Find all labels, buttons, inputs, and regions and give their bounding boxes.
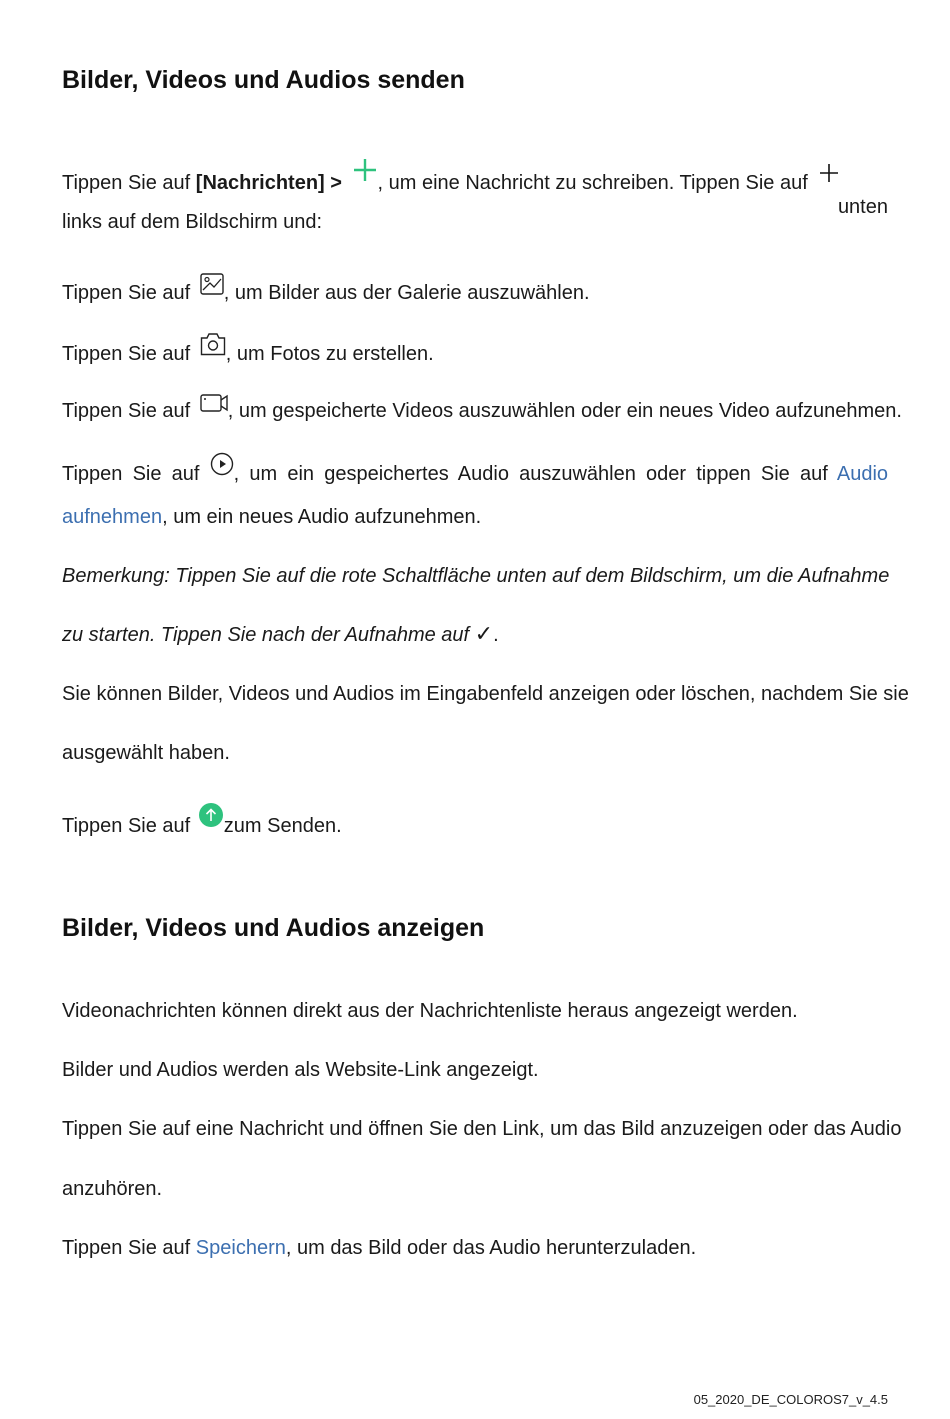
paragraph-open-link-2: anzuhören. [62, 1178, 163, 1200]
save-link[interactable]: Speichern [195, 1237, 286, 1259]
paragraph-compose: Tippen Sie auf [Nachrichten] > , um eine Nachricht zu schreiben. Tippen Sie auf unten [62, 157, 888, 219]
video-camera-icon [200, 393, 228, 413]
note-line-2: zu starten. Tippen Sie nach der Aufnahme auf ✓. [62, 622, 499, 647]
paragraph-save: Tippen Sie auf Speichern, um das Bild oder das Audio herunterzuladen. [62, 1237, 697, 1259]
send-arrow-up-icon [198, 802, 224, 828]
document-footer-code: 05_2020_DE_COLOROS7_v_4.5 [693, 1392, 888, 1407]
paragraph-gallery: Tippen Sie auf , um Bilder aus der Galerie auszuwählen. [62, 273, 888, 305]
section-title-view: Bilder, Videos und Audios anzeigen [62, 914, 485, 942]
paragraph-audio-cont: aufnehmen, um ein neues Audio aufzunehmen. [62, 506, 482, 528]
paragraph-audio: Tippen Sie auf , um ein gespeichertes Audio auszuwählen oder tippen Sie auf Audio [62, 452, 888, 486]
paragraph-send: Tippen Sie auf zum Senden. [62, 802, 888, 838]
image-icon [200, 273, 224, 295]
camera-icon [200, 332, 226, 356]
menu-path: [Nachrichten] > [195, 172, 342, 194]
paragraph-website-link: Bilder und Audios werden als Website-Link angezeigt. [62, 1059, 539, 1081]
paragraph-view-delete-2: ausgewählt haben. [62, 742, 230, 764]
record-audio-link[interactable]: Audio [836, 463, 889, 485]
plus-icon [352, 157, 378, 183]
note-line-1: Bemerkung: Tippen Sie auf die rote Schaltfläche unten auf dem Bildschirm, um die Aufnahme [62, 565, 890, 587]
paragraph-video-messages: Videonachrichten können direkt aus der Nachrichtenliste heraus angezeigt werden. [62, 1000, 798, 1022]
paragraph-photo: Tippen Sie auf , um Fotos zu erstellen. [62, 332, 888, 366]
paragraph-open-link-1: Tippen Sie auf eine Nachricht und öffnen Sie den Link, um das Bild anzuzeigen oder das Audio [62, 1118, 902, 1140]
paragraph-view-delete-1: Sie können Bilder, Videos und Audios im Eingabenfeld anzeigen oder löschen, nachdem Sie sie [62, 683, 909, 705]
paragraph-video: Tippen Sie auf , um gespeicherte Videos auszuwählen oder ein neues Video aufzunehmen. [62, 393, 888, 423]
checkmark-icon: ✓ [474, 622, 494, 647]
section-title-send: Bilder, Videos und Audios senden [62, 66, 465, 94]
record-audio-link-cont[interactable]: aufnehmen [62, 506, 163, 528]
paragraph-compose-cont: links auf dem Bildschirm und: [62, 211, 323, 233]
play-circle-icon [210, 452, 234, 476]
plus-icon [819, 163, 839, 183]
